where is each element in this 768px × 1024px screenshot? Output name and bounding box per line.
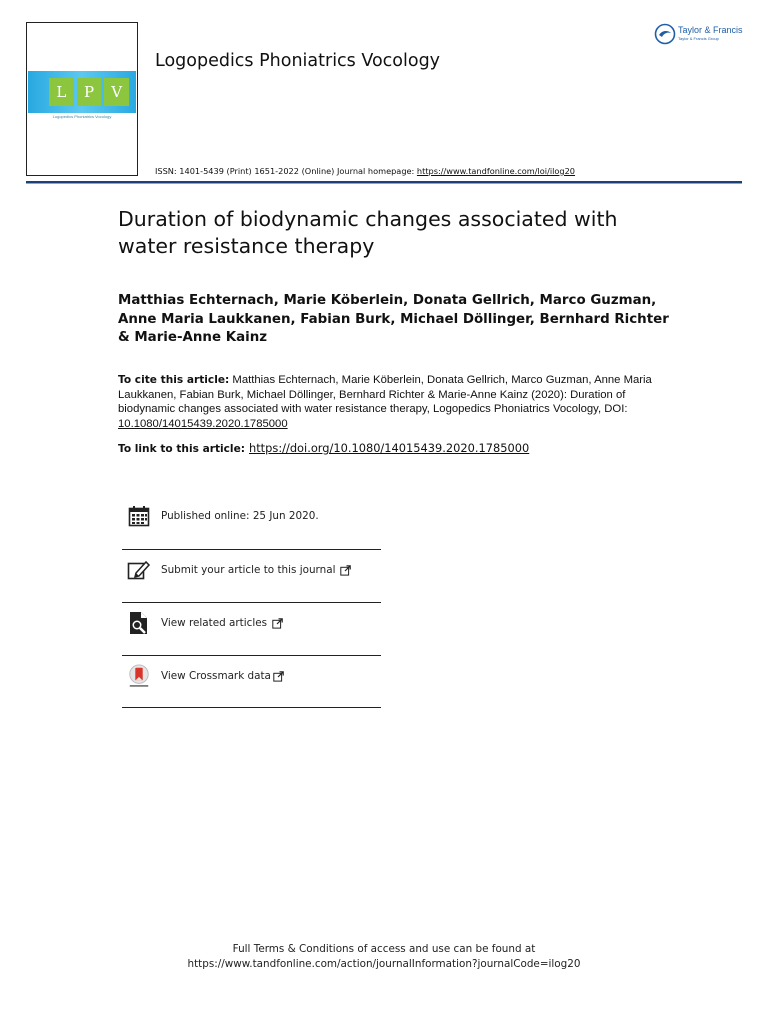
related-articles-link[interactable] [122,597,381,649]
citation-label: To cite this article: [118,374,230,386]
publisher-subtitle: Taylor & Francis Group [678,36,719,41]
crossmark-text: View Crossmark data [161,670,271,682]
submit-article-text: Submit your article to this journal [161,564,336,576]
article-link-line [118,441,678,455]
article-doi-link[interactable]: https://doi.org/10.1080/14015439.2020.1785000 [249,441,530,455]
terms-url[interactable]: https://www.tandfonline.com/action/journalInformation?journalCode=ilog20 [187,958,581,970]
issn-text: ISSN: 1401-5439 (Print) 1651-2022 (Online) Journal homepage: [155,166,417,176]
citation-doi-link[interactable]: 10.1080/14015439.2020.1785000 [118,417,288,430]
published-online-text: Published online: 25 Jun 2020. [161,510,319,522]
article-authors: Matthias Echternach, Marie Köberlein, Donata Gellrich, Marco Guzman, Anne Maria Laukkanen, Fabian Burk, Michael Döllinger, Bernhard Richter & Marie-Anne Kainz [118,293,669,345]
external-link-icon [272,618,283,629]
cover-logo [49,78,129,106]
terms-text: Full Terms & Conditions of access and use can be found at [232,943,536,955]
crossmark-icon [127,664,151,688]
external-link-icon [273,671,284,682]
published-online-row [122,490,381,542]
cover-letter-p: P [77,78,102,106]
cover-letter-l: L [49,78,74,106]
calendar-icon [127,504,151,528]
article-link-label: To link to this article: [118,443,245,455]
submit-article-link[interactable] [122,544,381,596]
publisher-logo-icon [654,23,676,45]
document-search-icon [127,611,151,635]
journal-cover [26,22,138,176]
citation-block [118,373,656,431]
issn-line [155,166,575,176]
article-title: Duration of biodynamic changes associated with water resistance therapy [118,207,618,258]
edit-icon [127,558,151,582]
header-divider-accent [26,183,742,184]
publisher-logo[interactable] [654,22,746,46]
terms-footer [0,942,768,972]
journal-title: Logopedics Phoniatrics Vocology [155,51,441,71]
external-link-icon [340,565,351,576]
publisher-name: Taylor & Francis [678,25,743,35]
cover-letter-v: V [104,78,129,106]
citation-text: Matthias Echternach, Marie Köberlein, Donata Gellrich, Marco Guzman, Anne Maria Laukkanen, Fabian Burk, Michael Döllinger, Bernhard Richter & Marie-Anne Kainz (2020): Duration of biodynamic changes associated with water resistance therapy, Logopedics Phoniatrics Vocology, DOI: [118,374,652,415]
action-divider [122,707,381,708]
journal-homepage-link[interactable]: https://www.tandfonline.com/loi/ilog20 [416,166,576,176]
crossmark-link[interactable] [122,650,381,702]
related-articles-text: View related articles [161,617,268,629]
cover-subtitle: Logopedics Phoniatrics Vocology [52,114,112,119]
